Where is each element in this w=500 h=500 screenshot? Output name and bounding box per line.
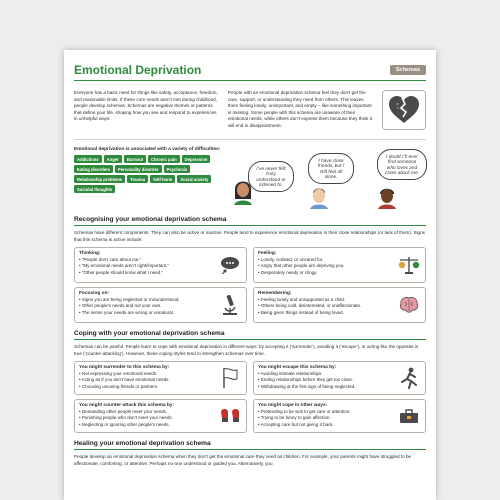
running-person-icon	[397, 365, 421, 391]
card-title: You might surrender to this schema by:	[79, 365, 170, 371]
intro-right-text: People with an emotional deprivation schema feel they don’t get the care, support, or understanding they need from others. This leaves them feeling lonely, unimportant, and empty – like something important is missing. Some people with this schema are unaware of their emotional needs, while others don’t express them because they think it will end in disappointment.	[228, 90, 373, 128]
person-woman-icon	[232, 177, 254, 205]
list-item: • “My emotional needs aren’t right/important.”	[79, 263, 218, 269]
tag: Suicidal thoughts	[74, 185, 115, 193]
recognising-cards	[74, 247, 426, 323]
list-item: • Avoiding intimate relationships.	[258, 371, 397, 377]
healing-text: People develop an emotional deprivation schema when they don’t get the emotional care they need as children. For example, your parents might have struggled to be affectionate, comforting, or attentive. Perhaps no-one understood or guided you. Alternatively, you	[74, 454, 412, 466]
list-item: • Not expressing your emotional needs.	[79, 371, 218, 377]
coping-cards	[74, 361, 426, 433]
page-title: Emotional Deprivation	[74, 63, 202, 77]
focusing-card	[74, 287, 247, 323]
association-title: Emotional deprivation is associated with a variety of difficulties:	[74, 147, 221, 152]
list-item: • Feeling lonely and unsupported as a child.	[258, 297, 397, 303]
card-title: You might escape this schema by:	[258, 365, 337, 371]
microscope-icon	[218, 291, 242, 319]
thinking-card	[74, 247, 247, 283]
recognising-title: Recognising your emotional deprivation schema	[74, 216, 426, 226]
association-section	[74, 139, 426, 209]
counter-attack-card	[74, 399, 247, 433]
intro-left-text: Everyone has a basic need for things like safety, acceptance, freedom, and reasonable limits. If these core needs aren’t met during childhood, people develop schemas. Schemas are negative themes or patterns that define your life, shaping how you see and respond to experiences in unhelpful ways.	[74, 90, 218, 122]
list-item: • Choosing uncaring friends or partners.	[79, 384, 218, 390]
boxing-gloves-icon	[218, 403, 242, 429]
header	[74, 63, 426, 81]
tag: Depression	[182, 155, 211, 163]
list-item: • Desperately needy or clingy.	[258, 270, 397, 276]
list-item: • Others being cold, disinterested, or unaffectionate.	[258, 303, 397, 309]
white-flag-icon	[218, 365, 242, 391]
tag: Chronic pain	[148, 155, 180, 163]
quotes-illustration	[230, 147, 426, 209]
surrender-card	[74, 361, 247, 395]
worksheet-page	[64, 50, 436, 500]
list-item: • Ending relationships before they get too close.	[258, 377, 397, 383]
other-ways-card	[253, 399, 426, 433]
card-title: You might counter-attack this schema by:	[79, 403, 175, 409]
list-item: • Punishing people who don’t meet your needs.	[79, 415, 218, 421]
tag: Addictions	[74, 155, 102, 163]
quote-bubble-2: I have close friends, but I still feel all alone.	[308, 153, 354, 184]
list-item: • Being given things instead of being loved.	[258, 310, 397, 316]
recognising-text: Schemas have different components. They can also be active or inactive. People tend to experience emotional deprivation in their close relationships (or lack of them). Signs that this schema is active include:	[74, 230, 425, 242]
scales-icon	[397, 251, 421, 279]
brain-icon	[397, 291, 421, 319]
card-title: Remembering:	[258, 291, 292, 297]
tag: Personality disorder	[115, 165, 162, 173]
card-title: Feeling:	[258, 251, 277, 257]
list-item: • The sense your needs are wrong or unnatural.	[79, 310, 218, 316]
list-item: • Other people’s needs and not your own.	[79, 303, 218, 309]
toolbox-icon	[397, 403, 421, 429]
quote-bubble-1: I’ve never felt truly understood or listened to.	[248, 161, 294, 192]
tag: Social anxiety	[177, 175, 211, 183]
list-item: • Signs you are being neglected or misunderstood.	[79, 297, 218, 303]
list-item: • Acting as if you don’t have emotional needs.	[79, 377, 218, 383]
healing-title: Healing your emotional deprivation schema	[74, 440, 426, 450]
tag: Burnout	[124, 155, 146, 163]
list-item: • “Other people should know what I need.”	[79, 270, 218, 276]
thought-bubble-icon	[218, 251, 242, 279]
list-item: • Accepting care but not giving it back.	[258, 422, 397, 428]
card-title: You might cope in other ways:	[258, 403, 328, 409]
person-woman-icon	[376, 185, 398, 209]
coping-title: Coping with your emotional deprivation schema	[74, 330, 426, 340]
list-item: • “People don’t care about me.”	[79, 257, 218, 263]
feeling-card	[253, 247, 426, 283]
card-title: Thinking:	[79, 251, 101, 257]
tag: Eating disorders	[74, 165, 113, 173]
intro-section	[74, 90, 426, 130]
broken-heart-icon	[382, 90, 426, 130]
category-badge: Schemas	[390, 65, 426, 75]
list-item: • Neglecting or ignoring other people’s needs.	[79, 422, 218, 428]
list-item: • Demanding other people meet your needs.	[79, 409, 218, 415]
escape-card	[253, 361, 426, 395]
tag: Anger	[104, 155, 122, 163]
quote-bubble-3: I doubt I’ll ever find someone who loves and cares about me.	[377, 149, 427, 180]
list-item: • Lonely, isolated, or uncared for.	[258, 257, 397, 263]
difficulty-tags	[74, 155, 224, 193]
remembering-card	[253, 287, 426, 323]
card-title: Focusing on:	[79, 291, 110, 297]
tag: Self-harm	[150, 175, 175, 183]
list-item: • Trying to be funny to gain affection.	[258, 415, 397, 421]
tag: Trauma	[127, 175, 148, 183]
list-item: • Angry that other people are depriving you.	[258, 263, 397, 269]
coping-text: Schemas can be painful. People learn to cope with emotional deprivation in different ways: by accepting it (‘surrender’), avoiding it (‘escape’), or acting like the opposite is true (‘counter-attacking’). However, these coping styles tend to strengthen schemas over time.	[74, 344, 419, 356]
tag: Psychosis	[164, 165, 191, 173]
tag: Relationship problems	[74, 175, 125, 183]
person-man-icon	[308, 185, 330, 209]
list-item: • Withdrawing at the first sign of being neglected.	[258, 384, 397, 390]
list-item: • Pretending to be sick to get care or attention.	[258, 409, 397, 415]
